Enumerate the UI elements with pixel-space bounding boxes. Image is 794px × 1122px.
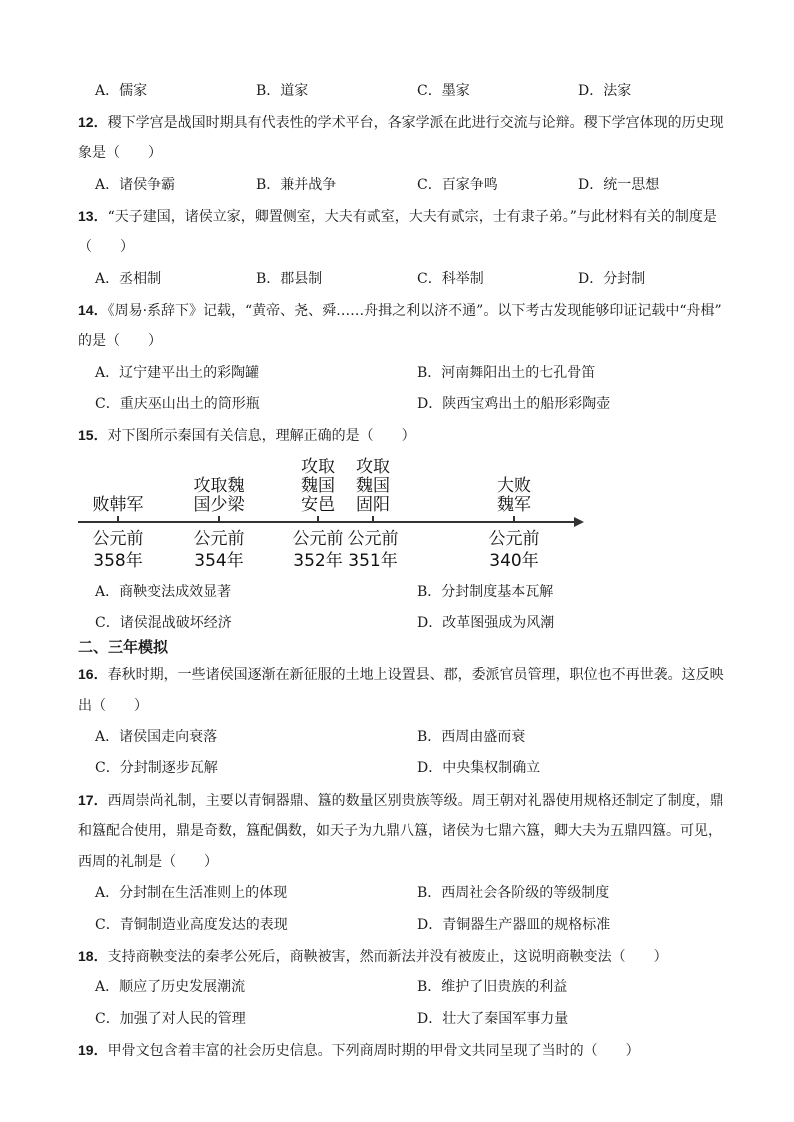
timeline-event-label: 魏国 — [356, 476, 390, 496]
q14-option-a[interactable]: A．辽宁建平出土的彩陶罐 — [95, 365, 260, 381]
q15-number: 15． — [78, 427, 108, 443]
q13-options — [0, 270, 794, 288]
timeline-date-label: 354年 — [194, 551, 244, 571]
timeline-date-label: 公元前 — [193, 529, 245, 549]
q19-number: 19． — [78, 1042, 108, 1058]
timeline-event-label: 魏国 — [301, 476, 335, 496]
q11-option-a[interactable]: A．儒家 — [95, 83, 148, 99]
timeline-event-label: 攻取 — [301, 457, 335, 477]
q13-number: 13． — [78, 208, 108, 224]
q14-option-b[interactable]: B．河南舞阳出土的七孔骨笛 — [417, 365, 596, 381]
q15-stem-text: 对下图所示秦国有关信息，理解正确的是（ ） — [107, 428, 416, 444]
q18-option-d[interactable]: D．壮大了秦国军事力量 — [417, 1011, 569, 1027]
q15-option-b[interactable]: B．分封制度基本瓦解 — [417, 584, 554, 600]
q15-timeline-figure — [78, 452, 598, 578]
q17-option-b[interactable]: B．西周社会各阶级的等级制度 — [417, 885, 610, 901]
q19-stem-text: 甲骨文包含着丰富的社会历史信息。下列商周时期的甲骨文共同呈现了当时的（ ） — [107, 1043, 640, 1059]
q17-stem-line2: 和簋配合使用，鼎是奇数，簋配偶数，如天子为九鼎八簋，诸侯为七鼎六簋，卿大夫为五鼎四簋。可见， — [78, 823, 722, 839]
q14-options-row2 — [0, 395, 794, 413]
timeline-event-label: 大败 — [497, 476, 531, 496]
q12-stem-line1 — [78, 113, 724, 132]
q12-number: 12． — [78, 114, 108, 130]
q15-options-row2 — [0, 614, 794, 632]
timeline-date-label: 352年 — [293, 551, 343, 571]
q17-stem-text: 西周崇尚礼制，主要以青铜器鼎、簋的数量区别贵族等级。周王朝对礼器使用规格还制定了制度，鼎 — [107, 793, 724, 809]
timeline-date-label: 公元前 — [347, 529, 399, 549]
timeline-event-label: 固阳 — [356, 495, 390, 515]
q15-option-c[interactable]: C．诸侯混战破坏经济 — [95, 615, 232, 631]
q18-option-c[interactable]: C．加强了对人民的管理 — [95, 1011, 246, 1027]
timeline-event-label: 安邑 — [301, 495, 335, 515]
timeline-date-label: 351年 — [348, 551, 398, 571]
q17-stem-line3: 西周的礼制是（ ） — [78, 854, 218, 870]
q14-number: 14． — [78, 302, 108, 318]
q17-options-row2 — [0, 916, 794, 934]
q11-options — [0, 82, 794, 100]
q17-option-d[interactable]: D．青铜器生产器皿的规格标准 — [417, 917, 611, 933]
q12-option-b[interactable]: B．兼并战争 — [256, 177, 337, 193]
q13-stem-line2: （ ） — [78, 239, 134, 255]
q13-option-b[interactable]: B．郡县制 — [256, 271, 323, 287]
q15-stem-line1 — [78, 426, 416, 445]
q18-options-row2 — [0, 1010, 794, 1028]
timeline-event-label: 魏军 — [497, 495, 531, 515]
q12-option-c[interactable]: C．百家争鸣 — [417, 177, 498, 193]
q14-stem-line2: 的是（ ） — [78, 333, 162, 349]
q12-options — [0, 176, 794, 194]
q16-option-b[interactable]: B．西周由盛而衰 — [417, 729, 526, 745]
q16-number: 16． — [78, 666, 108, 682]
q14-option-d[interactable]: D．陕西宝鸡出土的船形彩陶壶 — [417, 396, 611, 412]
q12-option-a[interactable]: A．诸侯争霸 — [95, 177, 176, 193]
q18-stem-text: 支持商鞅变法的秦孝公死后，商鞅被害，然而新法并没有被废止，这说明商鞅变法（ ） — [107, 949, 668, 965]
timeline-event-label: 国少梁 — [193, 495, 245, 515]
q18-option-a[interactable]: A．顺应了历史发展潮流 — [95, 979, 246, 995]
q14-stem-text: 《周易·系辞下》记载，“黄帝、尧、舜……舟揖之利以济不通”。以下考古发现能够印证记载中“舟楫” — [107, 303, 722, 319]
timeline-event-label: 败韩军 — [92, 495, 144, 515]
q17-option-a[interactable]: A．分封制在生活准则上的体现 — [95, 885, 288, 901]
timeline-date-label: 公元前 — [292, 529, 344, 549]
q18-stem-line1 — [78, 947, 668, 966]
q12-stem-line2: 象是（ ） — [78, 145, 162, 161]
timeline-date-label: 358年 — [93, 551, 143, 571]
q16-stem-text: 春秋时期，一些诸侯国逐渐在新征服的土地上设置县、郡，委派官员管理，职位也不再世袭。这反映 — [107, 667, 724, 683]
q11-option-b[interactable]: B．道家 — [256, 83, 309, 99]
section-title: 二、三年模拟 — [78, 639, 169, 656]
timeline-arrow-head — [574, 517, 584, 527]
q15-options-row1 — [0, 583, 794, 601]
q11-option-c[interactable]: C．墨家 — [417, 83, 470, 99]
q17-options-row1 — [0, 884, 794, 902]
q11-option-d[interactable]: D．法家 — [578, 83, 632, 99]
q17-number: 17． — [78, 792, 108, 808]
q12-option-d[interactable]: D．统一思想 — [578, 177, 660, 193]
timeline-event-label: 攻取 — [356, 457, 390, 477]
q15-option-a[interactable]: A．商鞅变法成效显著 — [95, 584, 232, 600]
q16-option-a[interactable]: A．诸侯国走向衰落 — [95, 729, 218, 745]
q17-stem-line1 — [78, 791, 724, 810]
q13-option-d[interactable]: D．分封制 — [578, 271, 646, 287]
q13-stem-text: “天子建国，诸侯立家，卿置侧室，大夫有贰室，大夫有贰宗，士有隶子弟。”与此材料有关的制度是 — [107, 209, 717, 225]
q14-option-c[interactable]: C．重庆巫山出土的筒形瓶 — [95, 396, 260, 412]
q13-option-a[interactable]: A．丞相制 — [95, 271, 162, 287]
q19-stem-line1 — [78, 1041, 640, 1060]
q16-stem-line2: 出（ ） — [78, 698, 148, 714]
q13-option-c[interactable]: C．科举制 — [417, 271, 484, 287]
q13-stem-line1 — [78, 207, 717, 226]
q17-option-c[interactable]: C．青铜制造业高度发达的表现 — [95, 917, 288, 933]
q16-options-row2 — [0, 759, 794, 777]
timeline-event-label: 攻取魏 — [193, 476, 245, 496]
q16-stem-line1 — [78, 665, 724, 684]
timeline-date-label: 340年 — [489, 551, 539, 571]
q16-options-row1 — [0, 728, 794, 746]
timeline-date-label: 公元前 — [92, 529, 144, 549]
q18-option-b[interactable]: B．维护了旧贵族的利益 — [417, 979, 568, 995]
q16-option-c[interactable]: C．分封制逐步瓦解 — [95, 760, 218, 776]
q16-option-d[interactable]: D．中央集权制确立 — [417, 760, 541, 776]
q18-options-row1 — [0, 978, 794, 996]
q12-stem-text: 稷下学宫是战国时期具有代表性的学术平台，各家学派在此进行交流与论辩。稷下学宫体现的历史现 — [107, 115, 724, 131]
q14-stem-line1 — [78, 301, 722, 320]
q15-option-d[interactable]: D．改革图强成为风潮 — [417, 615, 555, 631]
q18-number: 18． — [78, 948, 108, 964]
timeline-date-label: 公元前 — [488, 529, 540, 549]
q14-options-row1 — [0, 364, 794, 382]
